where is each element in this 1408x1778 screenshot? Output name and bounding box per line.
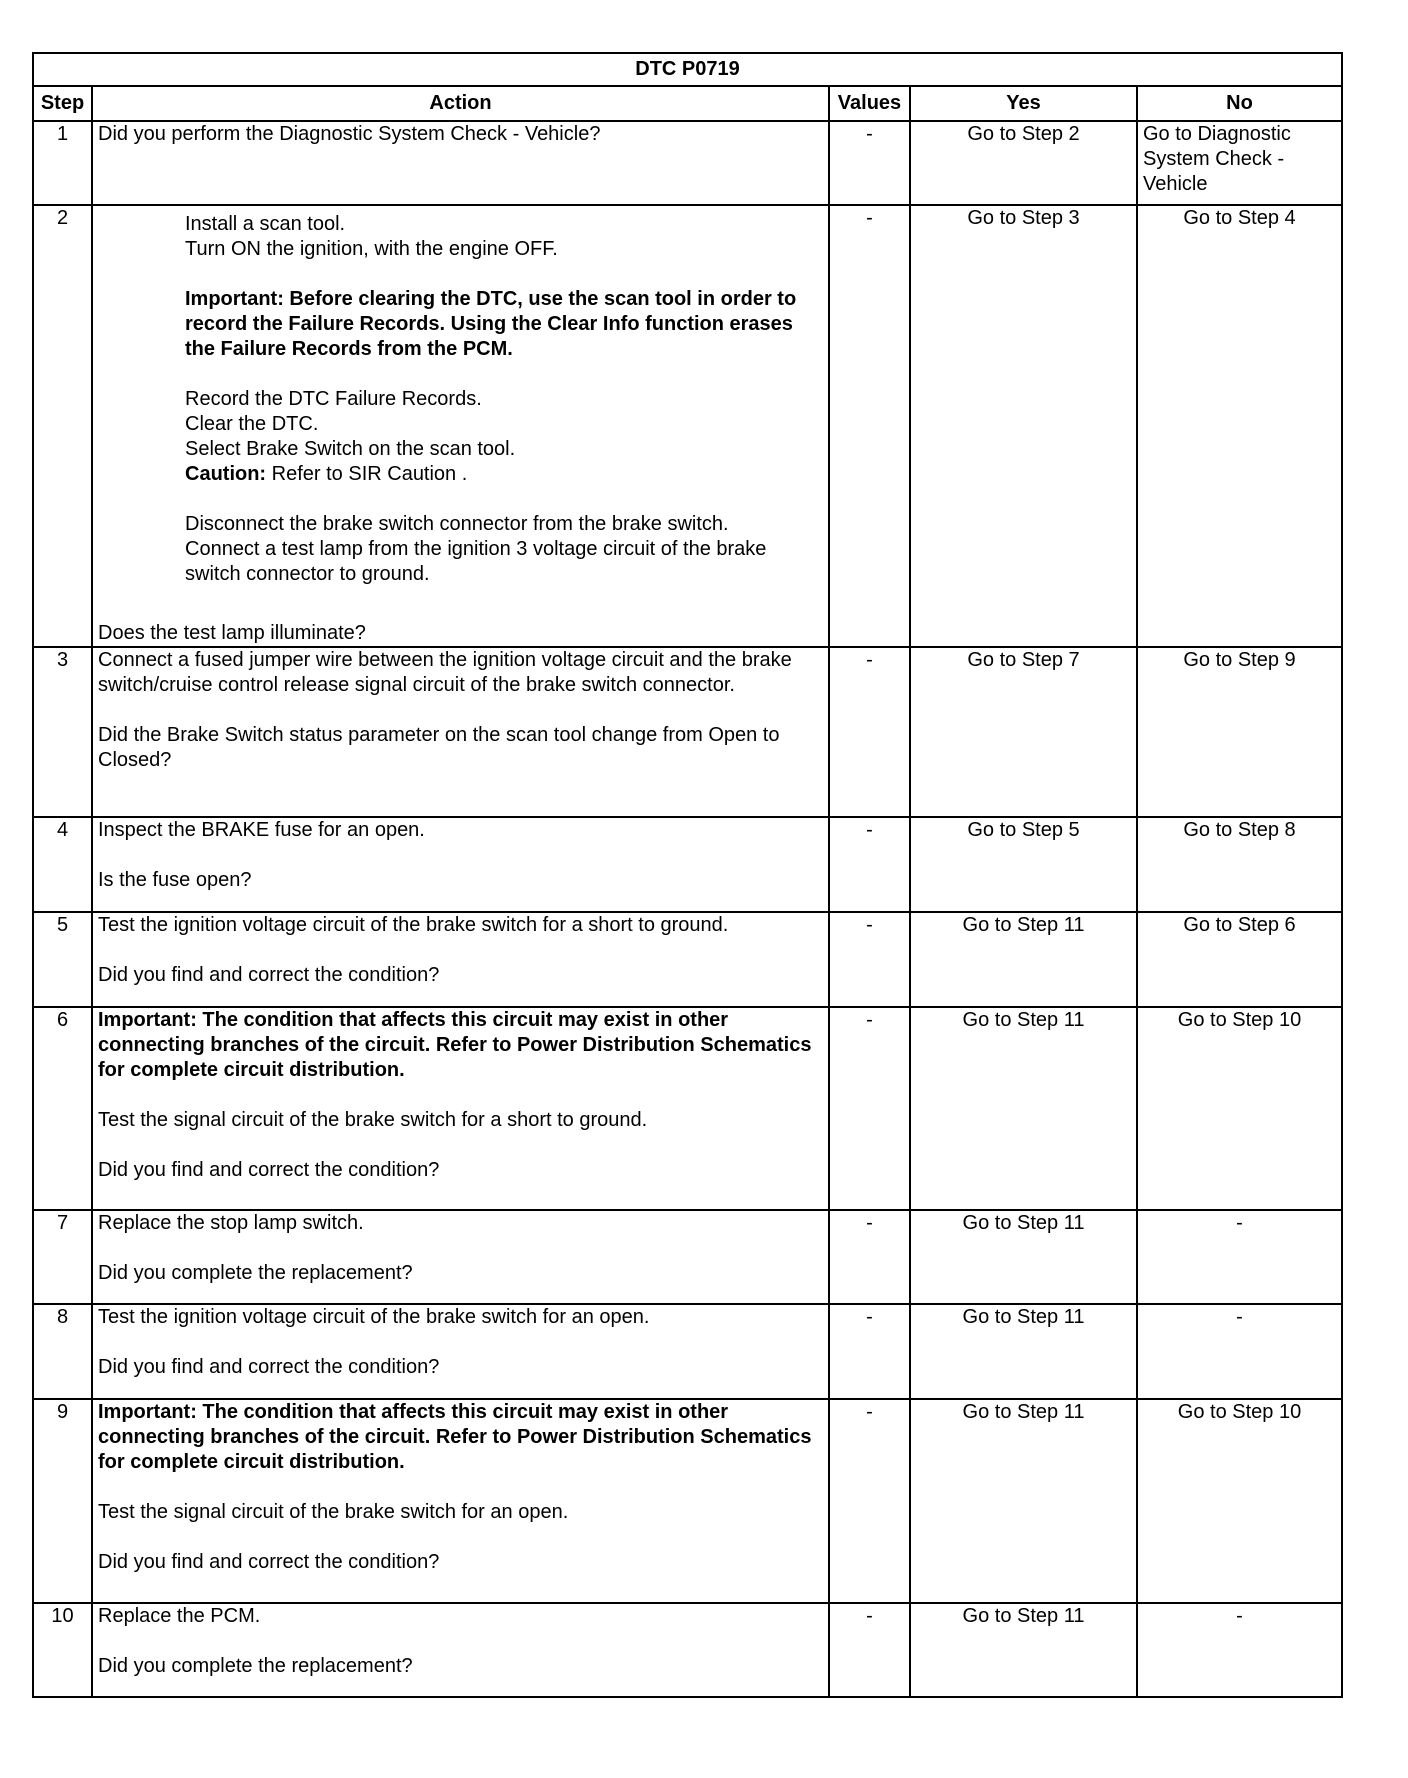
header-yes: Yes	[910, 86, 1137, 121]
important-note: Important: The condition that affects this circuit may exist in other connecting branches of the circuit. Refer to Power Distribution Schematics for complete circuit distribution.	[98, 1401, 812, 1473]
step-number: 3	[33, 647, 92, 817]
substep: Turn ON the ignition, with the engine OFF.	[185, 238, 558, 260]
header-step: Step	[33, 86, 92, 121]
substeps-a	[98, 212, 823, 262]
step-number: 1	[33, 121, 92, 205]
question-text: Did you complete the replacement?	[98, 1655, 413, 1677]
yes-cell: Go to Step 11	[910, 1399, 1137, 1603]
step-row-7	[33, 1210, 1342, 1304]
yes-cell: Go to Step 11	[910, 1007, 1137, 1210]
action-text: Test the signal circuit of the brake switch for a short to ground.	[98, 1109, 648, 1131]
values-cell: -	[829, 647, 910, 817]
action-cell	[92, 1007, 829, 1210]
question-text: Did you find and correct the condition?	[98, 1159, 440, 1181]
no-cell: Go to Step 9	[1137, 647, 1342, 817]
question-text: Did you find and correct the condition?	[98, 1356, 440, 1378]
substep: Disconnect the brake switch connector from the brake switch.	[185, 513, 729, 535]
action-cell	[92, 121, 829, 205]
title-row	[33, 53, 1342, 86]
step-row-2	[33, 205, 1342, 647]
important-note: Important: The condition that affects this circuit may exist in other connecting branches of the circuit. Refer to Power Distribution Schematics for complete circuit distribution.	[98, 1009, 812, 1081]
yes-cell: Go to Step 5	[910, 817, 1137, 912]
table-title: DTC P0719	[33, 53, 1342, 86]
yes-cell: Go to Step 11	[910, 912, 1137, 1007]
action-text: Inspect the BRAKE fuse for an open.	[98, 819, 425, 841]
header-row	[33, 86, 1342, 121]
header-action: Action	[92, 86, 829, 121]
values-cell: -	[829, 1399, 910, 1603]
yes-cell: Go to Step 11	[910, 1304, 1137, 1399]
step-number: 7	[33, 1210, 92, 1304]
values-cell: -	[829, 121, 910, 205]
yes-cell: Go to Step 7	[910, 647, 1137, 817]
values-cell: -	[829, 205, 910, 647]
action-cell	[92, 1304, 829, 1399]
values-cell: -	[829, 1210, 910, 1304]
action-cell	[92, 817, 829, 912]
question-text: Did the Brake Switch status parameter on the scan tool change from Open to Closed?	[98, 724, 780, 771]
header-values: Values	[829, 86, 910, 121]
action-text: Test the ignition voltage circuit of the brake switch for an open.	[98, 1306, 650, 1328]
question-text: Is the fuse open?	[98, 869, 252, 891]
question-text: Did you complete the replacement?	[98, 1262, 413, 1284]
substeps-c	[98, 512, 823, 587]
no-cell: -	[1137, 1304, 1342, 1399]
no-cell: -	[1137, 1210, 1342, 1304]
step-row-6	[33, 1007, 1342, 1210]
caution-label: Caution:	[185, 463, 267, 485]
yes-cell: Go to Step 11	[910, 1603, 1137, 1697]
values-cell: -	[829, 1007, 910, 1210]
yes-cell: Go to Step 3	[910, 205, 1137, 647]
values-cell: -	[829, 1304, 910, 1399]
action-cell	[92, 1210, 829, 1304]
substep: Connect a test lamp from the ignition 3 voltage circuit of the brake switch connector to ground.	[185, 538, 767, 585]
important-note: Important: Before clearing the DTC, use the scan tool in order to record the Failure Records. Using the Clear Info function erases the Failure Records from the PCM.	[185, 288, 797, 360]
action-text: Replace the stop lamp switch.	[98, 1212, 364, 1234]
yes-cell: Go to Step 11	[910, 1210, 1137, 1304]
caution-line	[185, 462, 823, 487]
step-row-9	[33, 1399, 1342, 1603]
caution-text: Refer to SIR Caution .	[266, 463, 468, 485]
dtc-table	[32, 52, 1343, 1698]
substeps-b	[98, 387, 823, 487]
action-text: Replace the PCM.	[98, 1605, 261, 1627]
values-cell: -	[829, 1603, 910, 1697]
question-text: Did you find and correct the condition?	[98, 964, 440, 986]
step-row-10	[33, 1603, 1342, 1697]
step-number: 2	[33, 205, 92, 647]
action-text: Did you perform the Diagnostic System Check - Vehicle?	[98, 123, 601, 145]
no-cell: Go to Diagnostic System Check - Vehicle	[1137, 121, 1342, 205]
action-text: Connect a fused jumper wire between the ignition voltage circuit and the brake switch/cruise control release signal circuit of the brake switch connector.	[98, 649, 792, 696]
no-cell: Go to Step 6	[1137, 912, 1342, 1007]
step-row-5	[33, 912, 1342, 1007]
action-cell	[92, 1399, 829, 1603]
no-cell: Go to Step 10	[1137, 1007, 1342, 1210]
substep: Select Brake Switch on the scan tool.	[185, 438, 516, 460]
no-cell: -	[1137, 1603, 1342, 1697]
step-row-1	[33, 121, 1342, 205]
step-number: 10	[33, 1603, 92, 1697]
action-text: Test the ignition voltage circuit of the brake switch for a short to ground.	[98, 914, 729, 936]
action-cell	[92, 205, 829, 647]
action-cell	[92, 647, 829, 817]
substep: Record the DTC Failure Records.	[185, 388, 482, 410]
values-cell: -	[829, 817, 910, 912]
step-row-3	[33, 647, 1342, 817]
question-text: Does the test lamp illuminate?	[98, 622, 366, 644]
no-cell: Go to Step 8	[1137, 817, 1342, 912]
no-cell: Go to Step 4	[1137, 205, 1342, 647]
values-cell: -	[829, 912, 910, 1007]
step-number: 8	[33, 1304, 92, 1399]
substep: Clear the DTC.	[185, 413, 319, 435]
step-number: 4	[33, 817, 92, 912]
no-cell: Go to Step 10	[1137, 1399, 1342, 1603]
step-number: 6	[33, 1007, 92, 1210]
action-text: Test the signal circuit of the brake switch for an open.	[98, 1501, 569, 1523]
header-no: No	[1137, 86, 1342, 121]
action-cell	[92, 1603, 829, 1697]
action-cell	[92, 912, 829, 1007]
question-text: Did you find and correct the condition?	[98, 1551, 440, 1573]
step-number: 9	[33, 1399, 92, 1603]
step-row-8	[33, 1304, 1342, 1399]
step-number: 5	[33, 912, 92, 1007]
substep: Install a scan tool.	[185, 213, 346, 235]
yes-cell: Go to Step 2	[910, 121, 1137, 205]
step-row-4	[33, 817, 1342, 912]
